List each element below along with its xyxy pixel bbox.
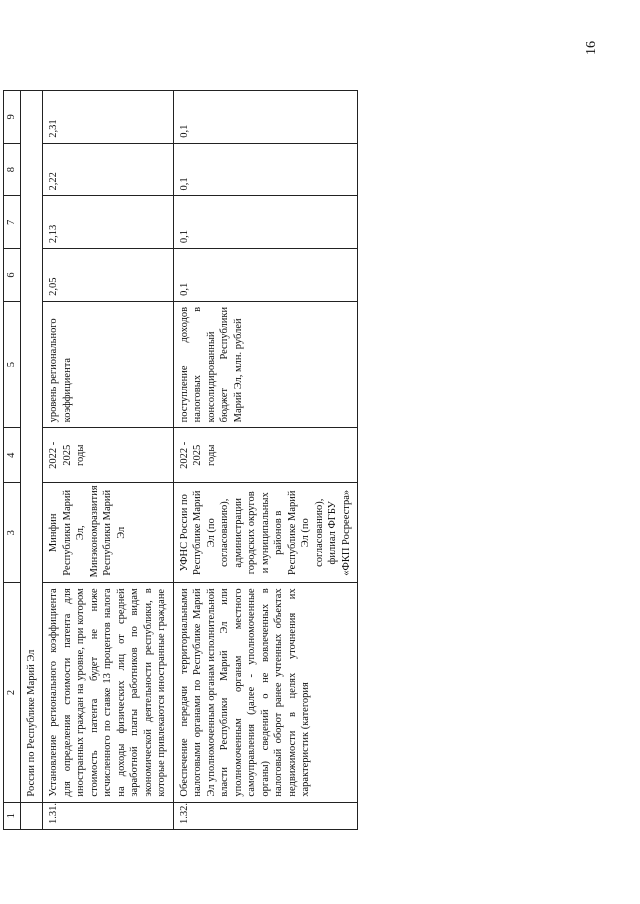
- row-number: 1.32.: [173, 802, 358, 829]
- row-value-2023: 0,1: [173, 196, 358, 249]
- row-value-2025: 2,31: [43, 91, 174, 144]
- row-executor: УФНС России по Республике Марий Эл (по согласованию), администрации городских округов и муниципальных районов в Республике Марий Эл (по согласованию), филиал ФГБУ «ФКП Росреестра»: [173, 483, 358, 583]
- header-col-2: 2: [4, 583, 21, 802]
- rotated-table-sheet: [3, 90, 523, 830]
- row-period: 2022 - 2025 годы: [43, 428, 174, 483]
- table-row: [43, 91, 174, 830]
- page-number: 16: [584, 41, 599, 55]
- header-col-4: 4: [4, 428, 21, 483]
- header-col-1: 1: [4, 802, 21, 829]
- row-period: 2022 - 2025 годы: [173, 428, 358, 483]
- continuation-empty: [20, 802, 43, 829]
- row-value-2024: 2,22: [43, 143, 174, 196]
- measures-table: [3, 90, 358, 830]
- row-indicator: поступление доходов налоговых в консолидированный бюджет Республики Марий Эл, млн. рублей: [173, 301, 358, 428]
- row-measure: Обеспечение передачи территориальными налоговыми органами по Республике Марий Эл уполномоченным органам исполнительной власти Республики Марий Эл или уполномоченным органам местного самоуправления (далее - уполномоченные органы) сведений о не вовлеченных в налоговый оборот ранее учтенных объектах недвижимости в целях уточнения их характеристик (категория: [173, 583, 358, 802]
- header-col-8: 8: [4, 143, 21, 196]
- row-executor: Минфин Республики Марий Эл, Минэкономразвития Республики Марий Эл: [43, 483, 174, 583]
- continuation-row: [20, 91, 43, 830]
- row-indicator: уровень регионального коэффициента: [43, 301, 174, 428]
- continuation-text: России по Республике Марий Эл: [20, 583, 43, 802]
- header-row: [4, 91, 21, 830]
- header-col-9: 9: [4, 91, 21, 144]
- header-col-6: 6: [4, 249, 21, 302]
- row-value-2022: 2,05: [43, 249, 174, 302]
- row-measure: Установление регионального коэффициента для определения стоимости патента для иностранных граждан на уровне, при котором стоимость патента будет не ниже исчисленного по ставке 13 процентов налога на доходы физических лиц от средней заработной платы работников по видам экономической деятельности республики, в которые привлекаются иностранные граждане: [43, 583, 174, 802]
- row-value-2022: 0,1: [173, 249, 358, 302]
- table-row: [173, 91, 358, 830]
- continuation-blank: [20, 91, 43, 583]
- header-col-7: 7: [4, 196, 21, 249]
- row-number: 1.31.: [43, 802, 174, 829]
- row-value-2024: 0,1: [173, 143, 358, 196]
- row-value-2025: 0,1: [173, 91, 358, 144]
- header-col-5: 5: [4, 301, 21, 428]
- header-col-3: 3: [4, 483, 21, 583]
- row-value-2023: 2,13: [43, 196, 174, 249]
